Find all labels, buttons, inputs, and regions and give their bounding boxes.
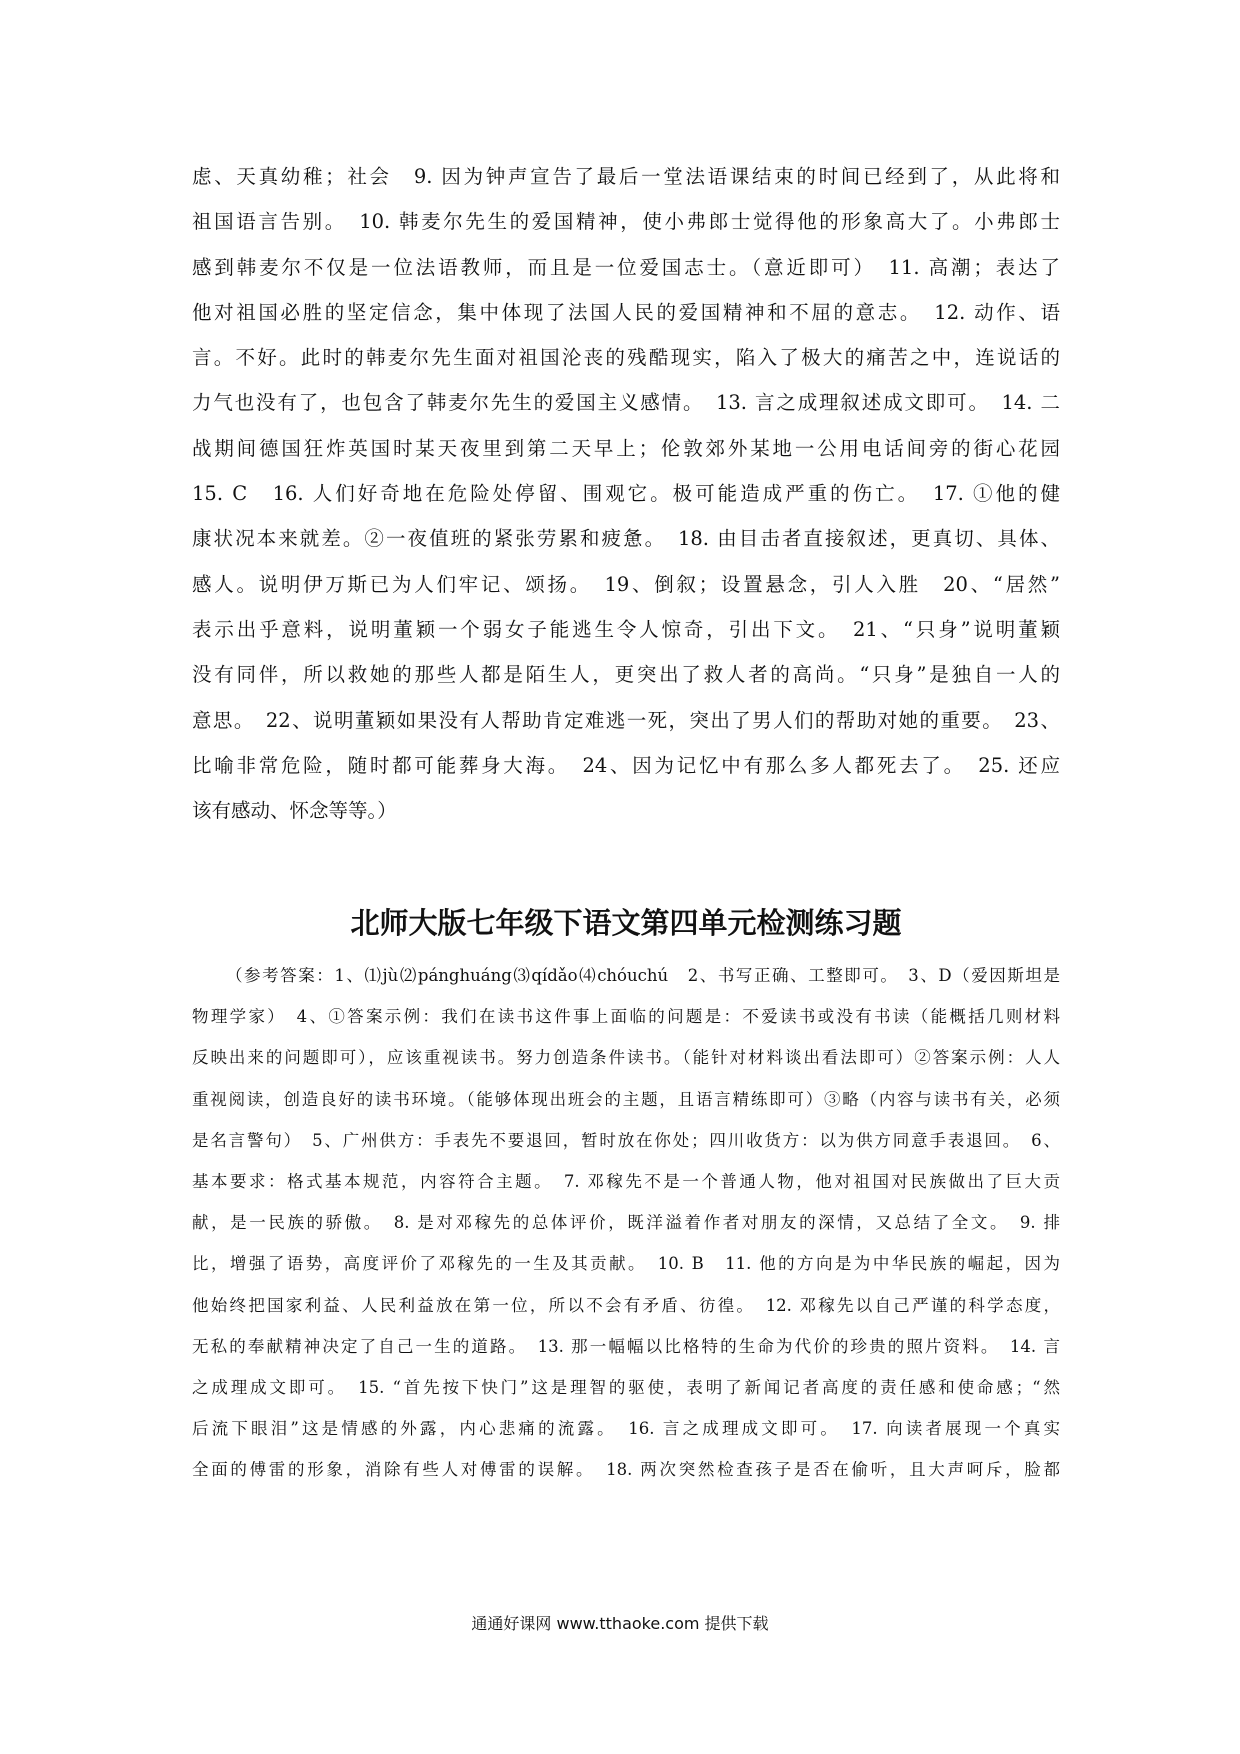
answer-line: 战期间德国狂炸英国时某天夜里到第二天早上；伦敦郊外某地一公用电话间旁的街心花园 bbox=[192, 436, 1060, 460]
answer-line: 没有同伴，所以救她的那些人都是陌生人，更突出了救人者的高尚。“只身”是独自一人的 bbox=[192, 663, 1060, 687]
unit4-answers-section bbox=[192, 955, 1060, 1490]
page-footer: 通通好课网 www.tthaoke.com 提供下载 bbox=[471, 1614, 769, 1633]
unit4-title: 北师大版七年级下语文第四单元检测练习题 bbox=[350, 906, 902, 940]
unit4-answer-line: 比，增强了语势，高度评价了邓稼先的一生及其贡献。 10. B 11. 他的方向是为中华民族的崛起，因为 bbox=[192, 1254, 1060, 1274]
answer-line: 康状况本来就差。②一夜值班的紧张劳累和疲惫。 18. 由目击者直接叙述，更真切、具体、 bbox=[192, 527, 1060, 551]
answers-continued-section bbox=[192, 154, 1060, 833]
unit4-answer-line: 后流下眼泪”这是情感的外露，内心悲痛的流露。 16. 言之成理成文即可。 17. 向读者展现一个真实 bbox=[192, 1419, 1060, 1439]
unit4-answer-line: 反映出来的问题即可），应该重视读书。努力创造条件读书。（能针对材料谈出看法即可）②答案示例：人人 bbox=[192, 1048, 1060, 1068]
answer-line: 感到韩麦尔不仅是一位法语教师，而且是一位爱国志士。（意近即可） 11. 高潮；表达了 bbox=[192, 255, 1060, 279]
unit4-answer-line: 基本要求：格式基本规范，内容符合主题。 7. 邓稼先不是一个普通人物，他对祖国对民族做出了巨大贡 bbox=[192, 1171, 1060, 1191]
answer-line: 虑、天真幼稚；社会 9. 因为钟声宣告了最后一堂法语课结束的时间已经到了，从此将和 bbox=[192, 165, 1060, 188]
unit4-answer-line: 物理学家） 4、①答案示例：我们在读书这件事上面临的问题是：不爱读书或没有书读（能概括几则材料 bbox=[192, 1007, 1060, 1027]
answer-line: 意思。 22、说明董颖如果没有人帮助肯定难逃一死，突出了男人们的帮助对她的重要。 23、 bbox=[192, 708, 1060, 732]
unit4-answer-line: 之成理成文即可。 15. “首先按下快门”这是理智的驱使，表明了新闻记者高度的责任感和使命感；“然 bbox=[192, 1377, 1060, 1397]
answer-line: 他对祖国必胜的坚定信念，集中体现了法国人民的爱国精神和不屈的意志。 12. 动作、语 bbox=[192, 300, 1060, 324]
unit4-answer-line: 全面的傅雷的形象，消除有些人对傅雷的误解。 18. 两次突然检查孩子是否在偷听，且大声呵斥，脸都 bbox=[192, 1460, 1060, 1480]
answer-line: 比喻非常危险，随时都可能葬身大海。 24、因为记忆中有那么多人都死去了。 25. 还应 bbox=[192, 753, 1060, 777]
unit4-answer-line: 他始终把国家利益、人民利益放在第一位，所以不会有矛盾、彷徨。 12. 邓稼先以自己严谨的科学态度， bbox=[192, 1295, 1060, 1315]
unit4-answer-line: 无私的奉献精神决定了自己一生的道路。 13. 那一幅幅以比格特的生命为代价的珍贵的照片资料。 14. 言 bbox=[192, 1336, 1060, 1356]
answer-line: 表示出乎意料，说明董颖一个弱女子能逃生令人惊奇，引出下文。 21、“只身”说明董颖 bbox=[192, 617, 1060, 641]
unit4-answer-line: （参考答案：1、⑴jù⑵pánghuáng⑶qídǎo⑷chóuchú 2、书写正确、工整即可。 3、D（爱因斯坦是 bbox=[226, 966, 1060, 985]
answer-line: 该有感动、怀念等等。） bbox=[192, 799, 397, 823]
answer-line: 力气也没有了，也包含了韩麦尔先生的爱国主义感情。 13. 言之成理叙述成文即可。 14. 二 bbox=[192, 391, 1060, 415]
answer-line: 言。不好。此时的韩麦尔先生面对祖国沦丧的残酷现实，陷入了极大的痛苦之中，连说话的 bbox=[192, 346, 1060, 370]
answer-line: 感人。说明伊万斯已为人们牢记、颂扬。 19、倒叙；设置悬念，引人入胜 20、“居然” bbox=[192, 572, 1060, 596]
unit4-answer-line: 是名言警句） 5、广州供方：手表先不要退回，暂时放在你处；四川收货方：以为供方同意手表退回。 6、 bbox=[192, 1130, 1060, 1150]
unit4-answer-line: 重视阅读，创造良好的读书环境。（能够体现出班会的主题，且语言精练即可）③略（内容与读书有关，必须 bbox=[192, 1089, 1060, 1109]
unit4-answer-line: 献，是一民族的骄傲。 8. 是对邓稼先的总体评价，既洋溢着作者对朋友的深情，又总结了全文。 9. 排 bbox=[192, 1213, 1060, 1233]
answer-line: 祖国语言告别。 10. 韩麦尔先生的爱国精神，使小弗郎士觉得他的形象高大了。小弗郎士 bbox=[192, 210, 1060, 234]
answer-line: 15. C 16. 人们好奇地在危险处停留、围观它。极可能造成严重的伤亡。 17. ①他的健 bbox=[192, 482, 1060, 506]
